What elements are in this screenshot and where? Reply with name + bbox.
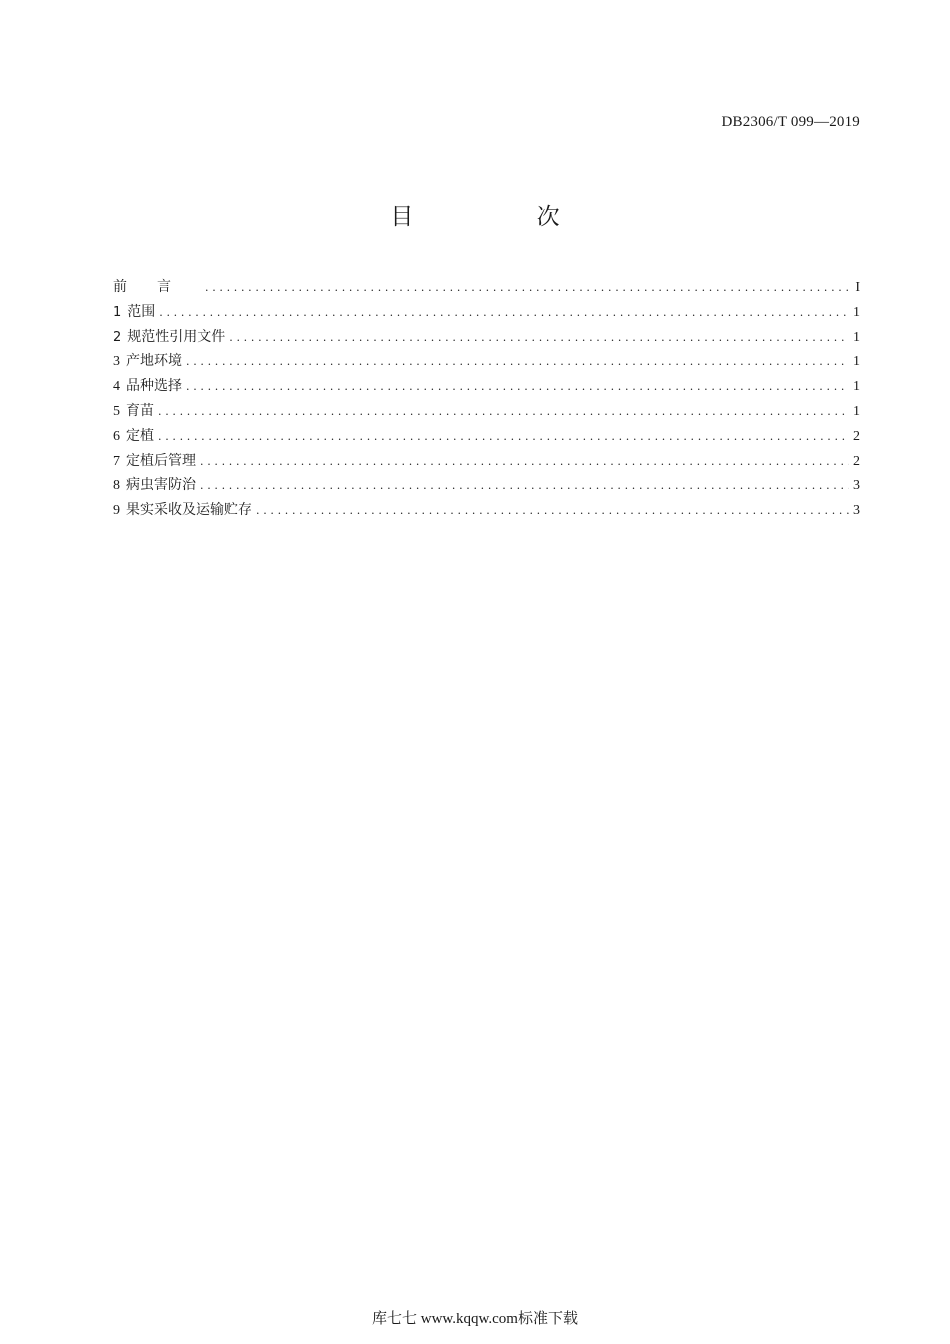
toc-entry-label: 产地环境 <box>126 353 182 370</box>
toc-entry-seedling[interactable] <box>113 399 860 424</box>
toc-entry-page: 1 <box>853 379 860 395</box>
toc-entry-label: 品种选择 <box>126 378 182 395</box>
document-code: DB2306/T 099—2019 <box>721 114 860 130</box>
toc-entry-post-planting[interactable] <box>113 449 860 474</box>
toc-entry-number: 9 <box>113 503 120 519</box>
dot-leader <box>158 400 849 425</box>
toc-entry-variety[interactable] <box>113 374 860 399</box>
toc-entry-label: 规范性引用文件 <box>127 328 226 345</box>
toc-entry-number: 2 <box>113 329 122 345</box>
toc-entry-scope[interactable] <box>113 300 860 325</box>
table-of-contents <box>113 275 860 523</box>
dot-leader <box>158 425 849 450</box>
dot-leader <box>186 375 849 400</box>
toc-entry-label: 育苗 <box>126 402 154 419</box>
toc-entry-planting[interactable] <box>113 424 860 449</box>
toc-entry-number: 5 <box>113 403 120 419</box>
toc-title: 目 次 <box>390 204 618 230</box>
toc-entry-label: 定植后管理 <box>126 452 196 469</box>
dot-leader <box>186 350 849 375</box>
toc-entry-page: 1 <box>853 403 860 419</box>
toc-entry-page: 2 <box>853 428 860 444</box>
toc-entry-number: 6 <box>113 428 120 444</box>
toc-entry-number: 3 <box>113 354 120 370</box>
toc-entry-label: 范围 <box>127 303 156 320</box>
toc-entry-environment[interactable] <box>113 349 860 374</box>
toc-entry-number: 1 <box>113 304 122 320</box>
toc-entry-number: 8 <box>113 478 120 494</box>
toc-entry-page: 3 <box>853 503 860 519</box>
toc-entry-foreword[interactable] <box>113 275 860 300</box>
toc-entry-label: 前言 <box>113 279 201 295</box>
toc-entry-number: 7 <box>113 453 120 469</box>
dot-leader <box>229 326 849 351</box>
toc-entry-page: 1 <box>853 354 860 370</box>
toc-entry-page: 3 <box>853 478 860 494</box>
toc-entry-pest-control[interactable] <box>113 473 860 498</box>
toc-entry-page: 1 <box>853 329 860 345</box>
dot-leader <box>159 301 849 326</box>
toc-entry-harvest-storage[interactable] <box>113 498 860 523</box>
dot-leader <box>200 474 849 499</box>
footer-watermark: 库七七 www.kqqw.com标准下载 <box>372 1311 578 1327</box>
toc-entry-page: 1 <box>853 304 860 320</box>
toc-entry-page: 2 <box>853 453 860 469</box>
dot-leader <box>205 276 851 301</box>
toc-entry-label: 病虫害防治 <box>126 477 196 494</box>
toc-entry-normative-references[interactable] <box>113 325 860 350</box>
toc-entry-label: 果实采收及运输贮存 <box>126 502 252 519</box>
toc-entry-number: 4 <box>113 379 120 395</box>
dot-leader <box>200 450 849 475</box>
dot-leader <box>256 499 849 524</box>
toc-entry-page: I <box>855 280 860 295</box>
toc-entry-label: 定植 <box>126 427 154 444</box>
